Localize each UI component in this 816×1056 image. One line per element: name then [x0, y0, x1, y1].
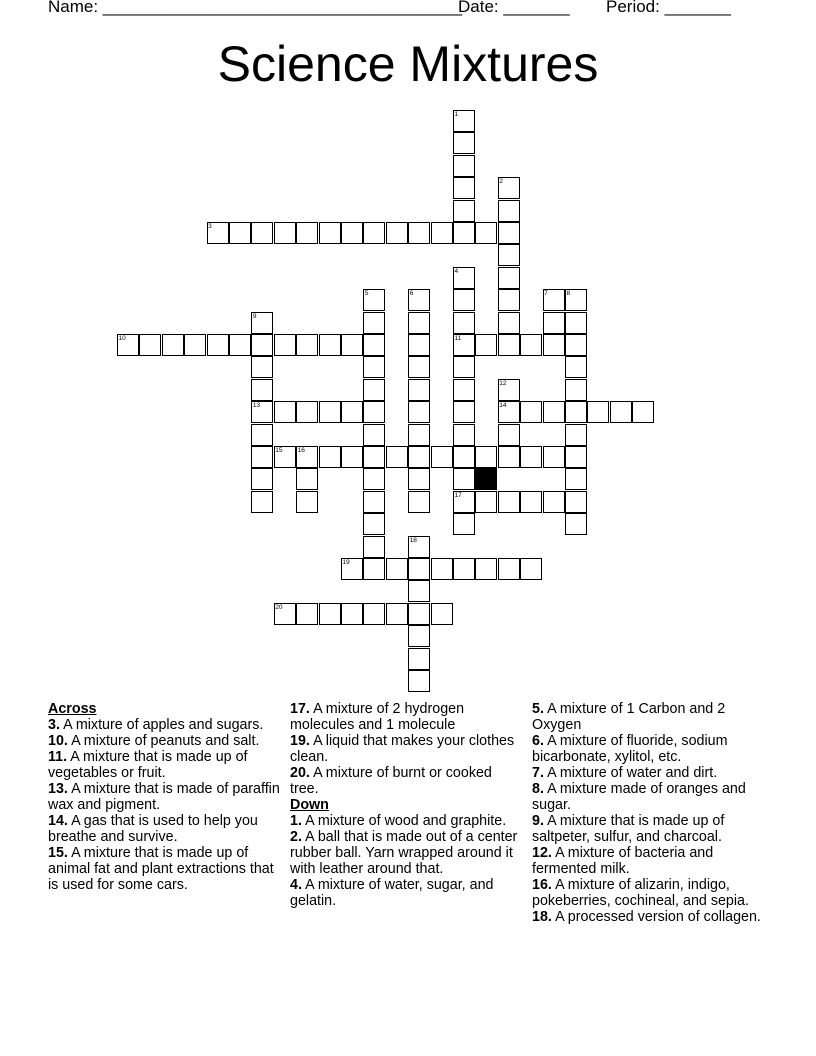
grid-cell[interactable] — [498, 289, 520, 311]
down-clue: 12. A mixture of bacteria and fermented milk. — [532, 845, 714, 877]
grid-cell[interactable] — [319, 401, 341, 423]
grid-cell[interactable] — [565, 491, 587, 513]
grid-cell[interactable] — [498, 446, 520, 468]
grid-cell[interactable] — [453, 312, 475, 334]
grid-cell[interactable] — [543, 401, 565, 423]
grid-cell[interactable] — [386, 446, 408, 468]
grid-cell[interactable] — [408, 446, 430, 468]
clue-number: 8 — [566, 290, 571, 298]
grid-cell[interactable] — [565, 424, 587, 446]
grid-cell[interactable] — [408, 670, 430, 692]
grid-cell[interactable] — [565, 289, 587, 311]
down-clue: 4. A mixture of water, sugar, and gelatin. — [290, 877, 494, 909]
clue-number: 11 — [454, 335, 462, 342]
clues-column-1 — [48, 701, 280, 893]
down-clue: 2. A ball that is made out of a center rubber ball. Yarn wrapped around it with leather around that. — [290, 829, 518, 877]
grid-cell[interactable] — [431, 222, 453, 244]
grid-cell[interactable] — [453, 401, 475, 423]
grid-cell[interactable] — [386, 558, 408, 580]
grid-cell[interactable] — [498, 558, 520, 580]
grid-cell[interactable] — [251, 446, 273, 468]
page-title: Science Mixtures — [217, 36, 599, 92]
grid-cell[interactable] — [498, 491, 520, 513]
grid-cell[interactable] — [453, 356, 475, 378]
grid-cell[interactable] — [319, 222, 341, 244]
grid-cell[interactable] — [587, 401, 609, 423]
clue-number: 13 — [252, 402, 261, 410]
grid-cell[interactable] — [117, 334, 139, 356]
grid-cell[interactable] — [498, 424, 520, 446]
grid-cell[interactable] — [363, 334, 385, 356]
grid-cell[interactable] — [453, 110, 475, 132]
clues-column-2 — [290, 701, 522, 909]
clue-number: 20 — [275, 603, 283, 611]
grid-cell[interactable] — [251, 356, 273, 378]
grid-cell[interactable] — [408, 536, 430, 558]
clue-number: 3 — [208, 223, 212, 230]
grid-cell[interactable] — [274, 603, 296, 625]
clue-number: 1 — [454, 111, 459, 118]
grid-cell[interactable] — [341, 401, 363, 423]
grid-cell[interactable] — [453, 177, 475, 199]
grid-cell[interactable] — [520, 446, 542, 468]
worksheet-header — [48, 0, 731, 17]
grid-cell[interactable] — [475, 334, 497, 356]
grid-cell[interactable] — [408, 468, 430, 490]
grid-cell[interactable] — [543, 334, 565, 356]
grid-cell[interactable] — [408, 648, 430, 670]
grid-cell[interactable] — [251, 379, 273, 401]
down-clue: 8. A mixture made of oranges and sugar. — [532, 781, 746, 813]
grid-cell[interactable] — [207, 334, 229, 356]
grid-cell[interactable] — [565, 446, 587, 468]
grid-cell[interactable] — [363, 356, 385, 378]
across-clue: 3. A mixture of apples and sugars. — [48, 717, 264, 733]
grid-cell[interactable] — [341, 222, 363, 244]
down-clue: 16. A mixture of alizarin, indigo, pokeberries, cochineal, and sepia. — [532, 877, 749, 909]
grid-cell[interactable] — [408, 424, 430, 446]
grid-cell[interactable] — [363, 468, 385, 490]
across-clue: 10. A mixture of peanuts and salt. — [48, 733, 260, 749]
clues-column-3 — [532, 701, 772, 925]
grid-cell[interactable] — [251, 424, 273, 446]
period-field: Period: _______ — [606, 0, 731, 16]
grid-cell[interactable] — [251, 334, 273, 356]
grid-cell[interactable] — [274, 446, 296, 468]
across-clue: 13. A mixture that is made of paraffin wax and pigment. — [48, 781, 280, 813]
grid-cell[interactable] — [251, 312, 273, 334]
grid-cell[interactable] — [319, 446, 341, 468]
clue-number: 12 — [499, 379, 507, 387]
grid-cell[interactable] — [296, 334, 318, 356]
grid-cell[interactable] — [386, 603, 408, 625]
grid-cell[interactable] — [162, 334, 184, 356]
clue-number: 7 — [544, 290, 548, 298]
grid-cell[interactable] — [498, 267, 520, 289]
clue-number: 9 — [252, 312, 257, 320]
grid-cell[interactable] — [251, 491, 273, 513]
grid-cell[interactable] — [363, 446, 385, 468]
grid-cell[interactable] — [453, 200, 475, 222]
down-clue: 1. A mixture of wood and graphite. — [290, 813, 507, 829]
grid-cell[interactable] — [543, 491, 565, 513]
grid-cell[interactable] — [565, 334, 587, 356]
grid-cell[interactable] — [229, 222, 251, 244]
grid-cell[interactable] — [408, 222, 430, 244]
grid-cell[interactable] — [363, 289, 385, 311]
grid-cell[interactable] — [453, 132, 475, 154]
grid-cell[interactable] — [498, 401, 520, 423]
grid-cell[interactable] — [498, 200, 520, 222]
across-clue: 19. A liquid that makes your clothes clean. — [290, 733, 515, 765]
grid-cell[interactable] — [408, 491, 430, 513]
clue-number: 18 — [409, 536, 417, 544]
down-heading: Down — [290, 797, 329, 813]
grid-cell[interactable] — [251, 401, 273, 423]
grid-cell[interactable] — [363, 603, 385, 625]
grid-cell[interactable] — [543, 289, 565, 311]
black-square — [475, 468, 497, 490]
grid-cell[interactable] — [565, 513, 587, 535]
grid-cell[interactable] — [408, 625, 430, 647]
grid-cell[interactable] — [431, 603, 453, 625]
grid-cell[interactable] — [296, 446, 318, 468]
grid-cell[interactable] — [453, 267, 475, 289]
grid-cell[interactable] — [565, 468, 587, 490]
across-clue: 11. A mixture that is made up of vegetables or fruit. — [48, 749, 248, 781]
grid-cell[interactable] — [408, 334, 430, 356]
grid-cell[interactable] — [453, 558, 475, 580]
grid-cell[interactable] — [431, 558, 453, 580]
grid-cell[interactable] — [408, 401, 430, 423]
down-clue: 5. A mixture of 1 Carbon and 2 Oxygen — [532, 701, 726, 733]
grid-cell[interactable] — [498, 334, 520, 356]
grid-cell[interactable] — [498, 244, 520, 266]
grid-cell[interactable] — [520, 491, 542, 513]
grid-cell[interactable] — [453, 334, 475, 356]
clue-number: 10 — [118, 335, 126, 342]
grid-cell[interactable] — [475, 491, 497, 513]
grid-cell[interactable] — [341, 334, 363, 356]
grid-cell[interactable] — [408, 603, 430, 625]
grid-cell[interactable] — [543, 312, 565, 334]
grid-cell[interactable] — [453, 468, 475, 490]
across-heading: Across — [48, 701, 97, 717]
across-clue: 15. A mixture that is made up of animal fat and plant extractions that is used for some cars. — [48, 845, 274, 893]
grid-cell[interactable] — [610, 401, 632, 423]
grid-cell[interactable] — [408, 356, 430, 378]
grid-cell[interactable] — [386, 222, 408, 244]
grid-cell[interactable] — [475, 558, 497, 580]
grid-cell[interactable] — [453, 222, 475, 244]
grid-cell[interactable] — [520, 401, 542, 423]
grid-cell[interactable] — [251, 468, 273, 490]
grid-cell[interactable] — [184, 334, 206, 356]
grid-cell[interactable] — [431, 446, 453, 468]
grid-cell[interactable] — [632, 401, 654, 423]
grid-cell[interactable] — [543, 446, 565, 468]
grid-cell[interactable] — [341, 603, 363, 625]
clue-number: 14 — [499, 402, 507, 410]
date-field: Date: _______ — [458, 0, 570, 16]
grid-cell[interactable] — [207, 222, 229, 244]
down-clue: 6. A mixture of fluoride, sodium bicarbonate, xylitol, etc. — [532, 733, 728, 765]
grid-cell[interactable] — [453, 491, 475, 513]
name-field: Name: ______________________________________ — [48, 0, 463, 16]
grid-cell[interactable] — [319, 603, 341, 625]
grid-cell[interactable] — [363, 424, 385, 446]
grid-cell[interactable] — [453, 446, 475, 468]
clue-number: 4 — [454, 267, 459, 275]
grid-cell[interactable] — [363, 222, 385, 244]
grid-cell[interactable] — [363, 491, 385, 513]
grid-cell[interactable] — [498, 312, 520, 334]
grid-cell[interactable] — [296, 468, 318, 490]
grid-cell[interactable] — [408, 289, 430, 311]
grid-cell[interactable] — [453, 289, 475, 311]
grid-cell[interactable] — [274, 334, 296, 356]
grid-cell[interactable] — [363, 513, 385, 535]
grid-cell[interactable] — [565, 379, 587, 401]
grid-cell[interactable] — [565, 356, 587, 378]
clue-number: 16 — [297, 447, 305, 454]
grid-cell[interactable] — [475, 222, 497, 244]
grid-cell[interactable] — [296, 401, 318, 423]
across-clue: 17. A mixture of 2 hydrogen molecules and 1 molecule — [290, 701, 465, 733]
clue-number: 2 — [499, 178, 503, 186]
grid-cell[interactable] — [363, 312, 385, 334]
grid-cell[interactable] — [475, 446, 497, 468]
grid-cell[interactable] — [296, 603, 318, 625]
grid-cell[interactable] — [408, 312, 430, 334]
grid-cell[interactable] — [565, 312, 587, 334]
grid-cell[interactable] — [408, 379, 430, 401]
grid-cell[interactable] — [139, 334, 161, 356]
grid-cell[interactable] — [363, 536, 385, 558]
clue-number: 6 — [409, 290, 414, 298]
clue-number: 19 — [342, 559, 350, 566]
across-clue: 14. A gas that is used to help you breathe and survive. — [48, 813, 258, 845]
clue-number: 5 — [364, 290, 369, 298]
grid-cell[interactable] — [251, 222, 273, 244]
grid-cell[interactable] — [453, 513, 475, 535]
grid-cell[interactable] — [520, 334, 542, 356]
down-clue: 7. A mixture of water and dirt. — [532, 765, 718, 781]
grid-cell[interactable] — [274, 222, 296, 244]
grid-cell[interactable] — [498, 177, 520, 199]
down-clue: 9. A mixture that is made up of saltpeter, sulfur, and charcoal. — [532, 813, 725, 845]
grid-cell[interactable] — [296, 222, 318, 244]
across-clue: 20. A mixture of burnt or cooked tree. — [290, 765, 492, 797]
grid-cell[interactable] — [363, 401, 385, 423]
grid-cell[interactable] — [520, 558, 542, 580]
grid-cell[interactable] — [229, 334, 251, 356]
grid-cell[interactable] — [341, 446, 363, 468]
grid-cell[interactable] — [341, 558, 363, 580]
grid-cell[interactable] — [408, 580, 430, 602]
clue-number: 15 — [275, 447, 283, 454]
grid-cell[interactable] — [498, 222, 520, 244]
down-clue: 18. A processed version of collagen. — [532, 909, 761, 925]
grid-cell[interactable] — [565, 401, 587, 423]
grid-cell[interactable] — [363, 558, 385, 580]
grid-cell[interactable] — [498, 379, 520, 401]
grid-cell[interactable] — [274, 401, 296, 423]
grid-cell[interactable] — [296, 491, 318, 513]
grid-cell[interactable] — [408, 558, 430, 580]
grid-cell[interactable] — [453, 379, 475, 401]
grid-cell[interactable] — [319, 334, 341, 356]
grid-cell[interactable] — [453, 424, 475, 446]
grid-cell[interactable] — [363, 379, 385, 401]
grid-cell[interactable] — [453, 155, 475, 177]
clue-number: 17 — [454, 491, 462, 499]
